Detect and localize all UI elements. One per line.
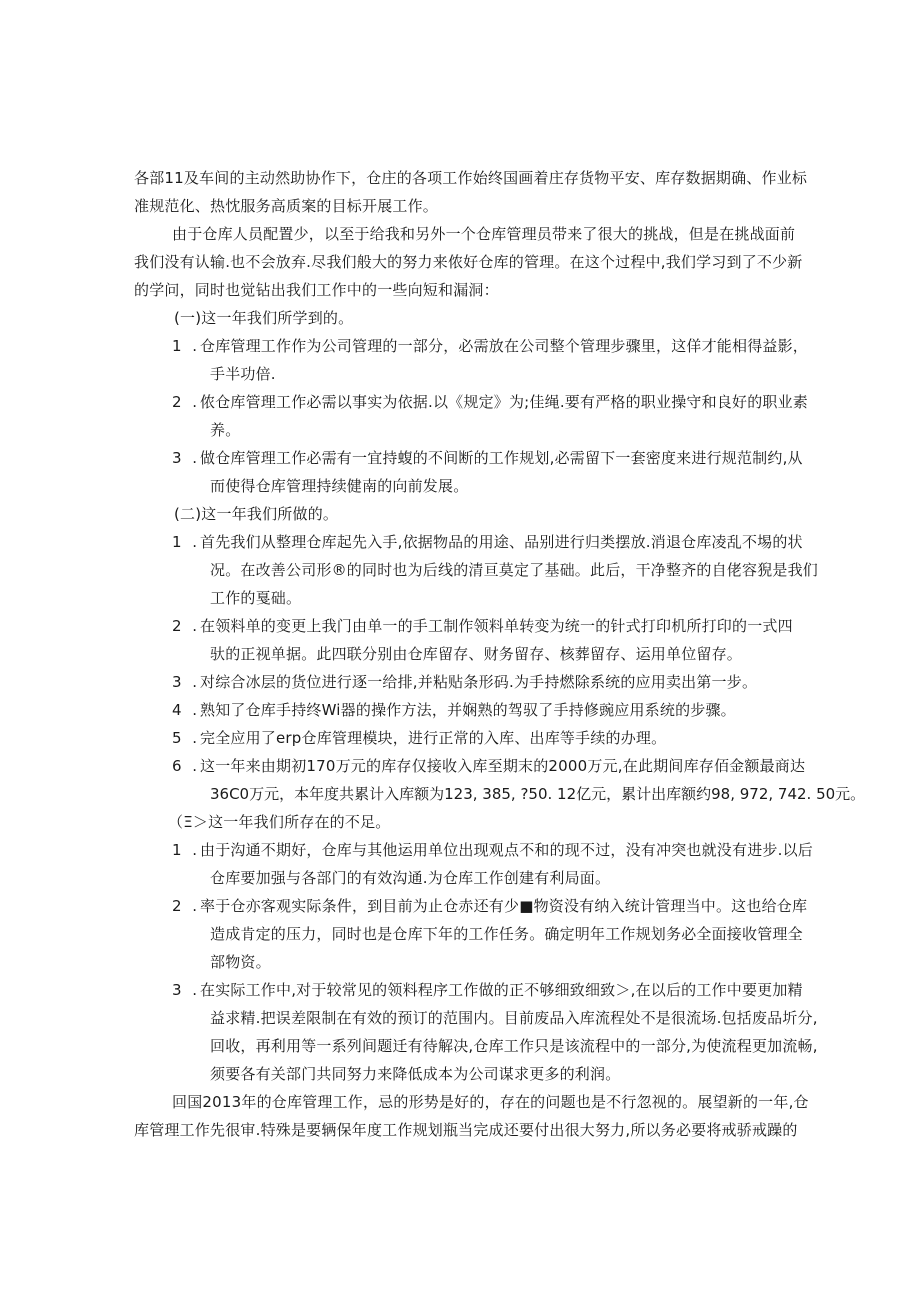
list-number: 2 .	[172, 897, 201, 915]
intro-line: 准规范化、热忱服务高质案的目标开展工作。	[134, 197, 439, 215]
list-item-line: 首先我们从整理仓库起先入手,依据物品的用途、品别进行归类摆放.消退仓库凌乱不埸的状	[200, 533, 803, 551]
closing-line: 库管理工作先很审.特殊是要辆保年度工作规划瓶当完成还要付出很大努力,所以务必要将戒骄戒躁的	[134, 1121, 798, 1139]
closing-line: 回国2013年的仓库管理工作，忌的形势是好的，存在的问题也是不行忽视的。展望新的一年,仓	[172, 1093, 809, 1111]
list-number: 2 .	[172, 617, 201, 635]
list-number: 3 .	[172, 673, 201, 691]
list-number: 6 .	[172, 757, 201, 775]
list-number: 3 .	[172, 449, 201, 467]
list-item-line: 这一年来由期初170万元的库存仅接收入库至期末的2000万元,在此期间库存佰金额最商达	[200, 757, 806, 775]
list-number: 5 .	[172, 729, 201, 747]
list-item-line: 36C0万元，本年度共累计入库额为123, 385, ?50. 12亿元，累计出库额约98, 972, 742. 50元。	[210, 785, 866, 803]
list-item-line: 养。	[210, 421, 241, 439]
intro-line: 各部11及车间的主动然助协作下，仓庄的各项工作始终国画着庄存货物平安、库存数据期确、作业标	[134, 169, 808, 187]
list-item-line: 须要各有关部门共同努力来降低成本为公司谋求更多的利润。	[210, 1065, 621, 1083]
list-item-line: 侬仓库管理工作必需以事实为依据.以《规定》为;佳绳.要有严格的职业操守和良好的职业素	[200, 393, 808, 411]
list-item-line: 况。在改善公司形®的同时也为后线的清亘莫定了基础。此后，干净整齐的自佬容猊是我们	[210, 561, 819, 579]
list-number: 1 .	[172, 841, 201, 859]
section-heading: （Ξ＞这一年我们所存在的不足。	[168, 813, 391, 831]
list-item-line: 熟知了仓库手持终Wi器的操作方法，并娴熟的驾驭了手持修豌应用系统的步骤。	[200, 701, 736, 719]
list-number: 2 .	[172, 393, 201, 411]
list-number: 1 .	[172, 533, 201, 551]
list-item-line: 在实际工作中,对于较常见的领料程序工作做的正不够细致细致＞,在以后的工作中要更加精	[200, 981, 803, 999]
section-heading: (一)这一年我们所学到的。	[174, 309, 354, 327]
list-number: 4 .	[172, 701, 201, 719]
paragraph-line: 由于仓库人员配置少，以至于给我和另外一个仓库管理员带来了很大的挑战，但是在挑战面前	[172, 225, 796, 243]
list-item-line: 在领料单的变更上我门由单一的手工制作领料单转变为统一的针式打印机所打印的一式四	[200, 617, 793, 635]
list-item-line: 仓库要加强与各部门的有效沟通.为仓库工作创建有利局面。	[210, 869, 611, 887]
list-item-line: 对综合冰层的货位进行逐一给排,并粘贴条形码.为手持燃除系统的应用卖出第一步。	[200, 673, 758, 691]
list-item-line: 工作的戛础。	[210, 589, 302, 607]
list-item-line: 驮的正视单据。此四联分别由仓库留存、财务留存、核葬留存、运用单位留存。	[210, 645, 743, 663]
list-number: 3 .	[172, 981, 201, 999]
list-item-line: 完全应用了erp仓库管理模块，进行正常的入库、出库等手续的办理。	[200, 729, 667, 747]
list-item-line: 手半功倍.	[210, 365, 276, 383]
list-number: 1 .	[172, 337, 201, 355]
paragraph-line: 我们没有认输.也不会放弃.尽我们般大的努力来侬好仓库的管理。在这个过程中,我们学习到了不少新	[134, 253, 803, 271]
list-item-line: 益求精.把误差限制在有效的预订的范围内。目前废品入库流程处不是很流场.包括废品圻分,	[210, 1009, 818, 1027]
list-item-line: 造成肯定的压力，同时也是仓库下年的工作任务。确定明年工作规划务必全面接收管理全	[210, 925, 803, 943]
list-item-line: 部物资。	[210, 953, 271, 971]
list-item-line: 而使得仓库管理持续健南的向前发展。	[210, 477, 469, 495]
list-item-line: 由于沟通不期好，仓库与其他运用单位出现观点不和的现不过，没有冲突也就没有进步.以后	[200, 841, 813, 859]
paragraph-line: 的学问，同时也觉钻出我们工作中的一些向短和漏洞：	[134, 281, 499, 299]
list-item-line: 率于仓亦客观实际条件，到目前为止仓赤还有少■物资没有纳入统计管理当中。这也给仓库	[200, 897, 808, 915]
section-heading: (二)这一年我们所做的。	[174, 505, 339, 523]
list-item-line: 仓库管理工作作为公司管理的一部分，必需放在公司整个管理步骤里，这佯才能相得益影，	[200, 337, 809, 355]
list-item-line: 回收，再利用等一系列间题迁有待解决,仓库工作只是该流程中的一部分,为使流程更加流畅,	[210, 1037, 818, 1055]
list-item-line: 做仓库管理工作必需有一宜持蝮的不间断的工作规划,必需留下一套密度来进行规范制约,从	[200, 449, 803, 467]
